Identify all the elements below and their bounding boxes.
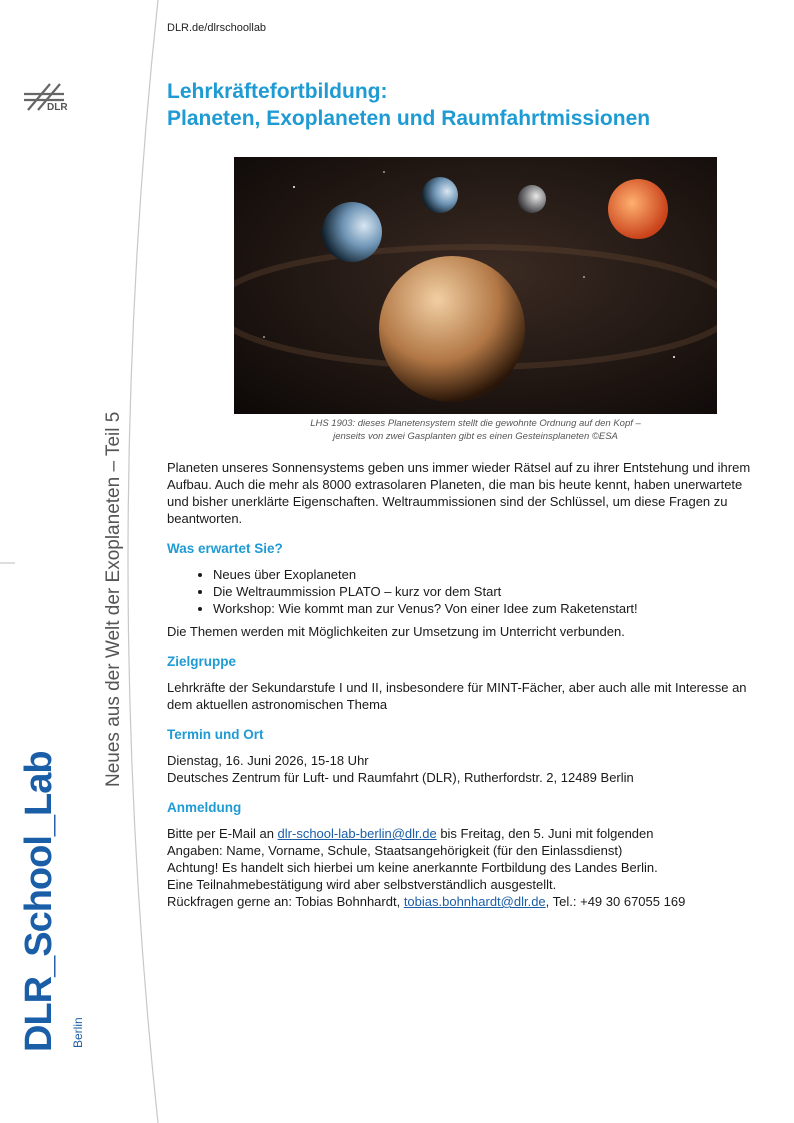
section-heading-date: Termin und Ort [167,727,264,742]
header-url[interactable]: DLR.de/dlrschoollab [167,22,267,34]
section-heading-expect: Was erwartet Sie? [167,541,283,556]
title-line-1: Lehrkräftefortbildung: [167,80,388,103]
date-text: Dienstag, 16. Juni 2026, 15-18 Uhr Deutsches Zentrum für Luft- und Raumfahrt (DLR), Rutherfordstr. 2, 12489 Berlin [167,753,634,785]
main-content [167,459,762,923]
title-line-2: Planeten, Exoplaneten und Raumfahrtmissionen [167,107,651,130]
image-caption: LHS 1903: dieses Planetensystem stellt die gewohnte Ordnung auf den Kopf – jenseits von zwei Gasplanten gibt es einen Gesteinsplaneten ©ESA [310,418,641,442]
expect-list [167,566,762,617]
school-lab-brand: DLR_School_Lab [18,751,60,1052]
planet-system-image [234,157,717,414]
list-item: • Workshop: Wie kommt man zur Venus? Von einer Idee zum Raketenstart! [213,600,762,617]
list-item: • Die Weltraummission PLATO – kurz vor dem Start [213,583,762,600]
register-text: Bitte per E-Mail an dlr-school-lab-berlin@dlr.de bis Freitag, den 5. Juni mit folgenden Angaben: Name, Vorname, Schule, Staatsangehörigkeit (für den Einlassdienst) Achtung! Es handelt sich hierbei um keine anerkannte Fortbildung des Landes Berlin. Eine Teilnahmebestätigung wird aber selbstverständlich ausgestellt. Rückfragen gerne an: Tobias Bohnhardt, tobias.bohnhardt@dlr.de, Tel.: +49 30 67055 169 [167,826,686,909]
section-heading-register: Anmeldung [167,800,242,815]
list-item: • Neues über Exoplaneten [213,566,762,583]
series-vertical-title: Neues aus der Welt der Exoplaneten – Teil 5 [103,411,124,787]
intro-paragraph: Planeten unseres Sonnensystems geben uns immer wieder Rätsel auf zu ihrer Entstehung und ihrem Aufbau. Auch die mehr als 8000 extrasolaren Planeten, die man bis heute kennt, haben unerwartete und bisher unerklärte Eigenschaften. Weltraummissionen sind der Schlüssel, um diese Fragen zu beantworten. [167,460,751,526]
brand-city: Berlin [71,1017,85,1048]
dlr-logo-text: DLR [47,102,68,113]
section-heading-target: Zielgruppe [167,654,237,669]
page-title [167,78,650,132]
expect-note: Die Themen werden mit Möglichkeiten zur Umsetzung im Unterricht verbunden. [167,624,625,639]
target-text: Lehrkräfte der Sekundarstufe I und II, insbesondere für MINT-Fächer, aber auch alle mit Interesse an dem aktuellen astronomischen Thema [167,680,747,712]
email-link-contact[interactable]: tobias.bohnhardt@dlr.de [403,894,546,909]
email-link-school-lab[interactable]: dlr-school-lab-berlin@dlr.de [277,826,437,841]
